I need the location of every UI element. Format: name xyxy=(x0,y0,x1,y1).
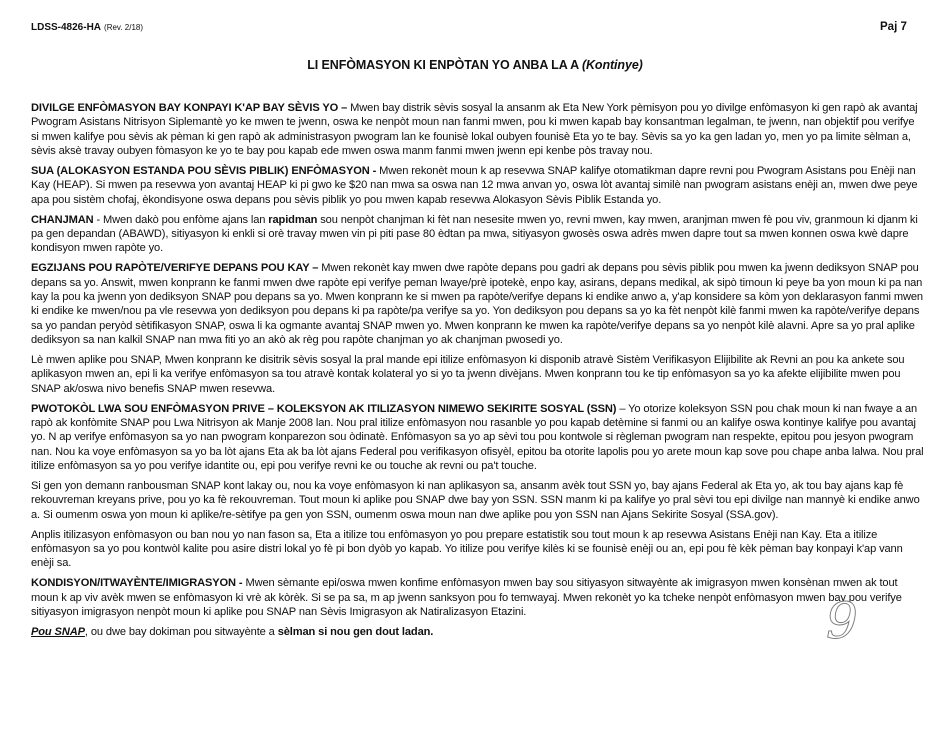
section-statistics xyxy=(31,528,924,571)
section-shelter-expenses xyxy=(31,261,924,347)
closing-lead: Pou SNAP xyxy=(31,625,85,638)
outlined-page-number: 9 xyxy=(826,592,858,650)
closing-bold: sèlman si nou gen dout ladan. xyxy=(277,625,434,638)
section-heading: KONDISYON/ITWAYÈNTE/IMIGRASYON - xyxy=(31,577,243,590)
section-emphasis: rapidman xyxy=(268,213,318,226)
section-income-verification xyxy=(31,353,924,396)
section-text: Lè mwen aplike pou SNAP, Mwen konprann ke disitrik sèvis sosyal la pral mande epi itilize enfòmasyon ki disponib atravè Sistèm Verifikasyon Elijibilite ak Revni an pou ka ankete sou aplikasyon mwen an, epi li ka verifye enfòmasyon sa tou atravè kontak kolateral yo si yo ta jwenn divèjans. Mwen konprann tou ke tip enfòmasyon sa yo ka afekte elijibilite mwen pou SNAP ak/oswa nivo benefis SNAP mwen resevwa. xyxy=(31,353,905,395)
section-text: Si gen yon demann ranbousman SNAP kont lakay ou, nou ka voye enfòmasyon ki nan aplikasyon sa, ansanm avèk tout SSN yo, bay ajans Federal ak Eta yo, ak tou bay ajans kap fè rekouvreman kreyans prive, pou yo ka fè rekouvreman. Tout moun ki aplike pou SNAP dwe bay yon SSN. SSN manm ki pa kalifye yo pral sèvi tou epi divilge nan mannyè ki endike anwo a. Si oumenm oswa yon moun ki aplike/re-sètifye pa gen yon SSN, oumenm oswa moun nan dwe aplike pou yon SSN nan Ajans Sekirite Sosyal (SSA.gov). xyxy=(31,479,920,521)
section-text: Mwen rekonèt moun k ap resevwa SNAP kalifye otomatikman dapre revni pou Pwogram Asistans pou Enèji nan Kay (HEAP). Si mwen pa resevwa yon avantaj HEAP ki pi gwo ke $20 nan mwa sa oswa nan 12 mwa anvan yo, oswa lòt avantaj similè nan pwogram asistans enèji an, mwen dwe peye apa pou sistèm chofaj, èkondisyone oswa depans pou sèvis piblik yo pou mwen kapab resevwa Alokasyon Sèvis Piblik Estanda yo. xyxy=(31,164,918,206)
closing-middle: , ou dwe bay dokiman pou sitwayènte a xyxy=(84,625,278,638)
section-claims xyxy=(31,479,924,522)
section-citizenship xyxy=(31,576,924,619)
section-disclosure xyxy=(31,101,924,158)
page-title xyxy=(0,58,950,72)
section-text: - Mwen dakò pou enfòme ajans lan xyxy=(93,213,269,226)
section-heading: SUA (ALOKASYON ESTANDA POU SÈVIS PIBLIK) ENFÒMASYON - xyxy=(31,164,377,177)
section-text: sou nenpòt chanjman ki fèt nan nesesite mwen yo, revni mwen, kay mwen, aranjman mwen fè pou viv, granmoun ki djanm ki pa gen depandan (ABAWD), sitiyasyon ki enkli si orè travay mwen vin pi piti pase 80 èdtan pa mwa, sitiyasyon gwosès oswa adrès mwen dapre tout sa mwen konnen oswa kwè dapre kondisyon mwen rapòte yo. xyxy=(31,213,918,255)
section-sua xyxy=(31,164,924,207)
closing-note xyxy=(31,625,924,639)
section-text: Mwen bay distrik sèvis sosyal la ansanm ak Eta New York pèmisyon pou yo divilge enfòmasyon ki gen rapò ak avantaj Pwogram Asistans Nitrisyon Siplemantè yo ke mwen te jwenn, oswa ke nenpòt moun nan fanmi mwen, pou ki mwen kapab bay konsantman legalman, te jwenn, nan objektif pou verifye si mwen kalifye pou sèvis ak pèman ki gen rapò ak administrasyon pwogram lan ke founisè lokal oubyen founisè Eta yo te bay. Sèvis sa yo ka gen ladan yo, men yo pa limite sèlman a, sèvis aksè travay oubyen fòmasyon ke yo te bay pou kapab ede mwen oswa manm fanmi mwen jwenn epi kenbe pòs travay nou. xyxy=(31,102,918,157)
section-changes xyxy=(31,213,924,256)
document-body xyxy=(31,101,924,650)
form-number: LDSS-4826-HA xyxy=(31,22,102,33)
title-main: LI ENFÒMASYON KI ENPÒTAN YO ANBA LA A xyxy=(307,58,579,72)
section-text: Anplis itilizasyon enfòmasyon ou ban nou yo nan fason sa, Eta a itilize tou enfòmasyon yo pou prepare estatistik sou tout moun k ap resevwa Asistans Enèji nan Kay. Eta a itilize enfòmasyon sa yo pou kontwòl kalite pou asire distri lokal yo fè pi bon dyòb yo kapab. Yo itilize pou verifye kilès ki se founisè enèji ou an, epi pou fè kèk pèman bay konpayi k'ap vann enèji sa. xyxy=(31,528,903,570)
section-privacy-act xyxy=(31,402,924,473)
section-text: Mwen sèmante epi/oswa mwen konfime enfòmasyon mwen bay sou sitiyasyon sitwayènte ak imigrasyon mwen konsènan mwen ak tout moun k ap viv avèk mwen se enfòmasyon ki vrè ak kòrèk. Si se pa sa, m ap jwenn sanksyon pou fo temwayaj. Mwen rekonèt yo ka tcheke nenpòt enfòmasyon mwen bay pou verifye sitiyasyon imigrasyon nenpòt moun ki aplike pou SNAP nan Sèvis Imigrasyon ak Natiralizasyon Etazini. xyxy=(31,577,902,618)
page-label: Paj 7 xyxy=(880,21,907,33)
form-revision: (Rev. 2/18) xyxy=(104,23,144,32)
section-heading: DIVILGE ENFÒMASYON BAY KONPAYI K'AP BAY SÈVIS YO – xyxy=(31,102,348,114)
title-suffix: (Kontinye) xyxy=(581,58,643,72)
section-heading: CHANJMAN xyxy=(31,213,94,226)
section-text: Mwen rekonèt kay mwen dwe rapòte depans pou gadri ak depans pou sèvis piblik pou mwen ka jwenn dediksyon SNAP pou depans sa yo. Answit, mwen konprann ke fanmi mwen dwe rapòte epi verifye peman lwaye/prè ipotekè, enpo kay, asirans, depans medikal, ak sipò timoun ki peye ba yon moun ki pa nan kay la pou ka jwenn yon dediksyon SNAP pou depans sa yo. Mwen konprann ke si mwen pa rapòte/verifye depans ki endike anwo a, y'ap konsidere sa kòm yon deklarasyon fanmi mwen ki endike ke mwen/nou pa vle resevwa yon dediksyon pou depans ki pa rapòte/pa verifye sa yo. Yon dediksyon pou depans sa yo ka fèt nenpòt kilè fanmi mwen ka rapòte/verifye depans sa yo pandan peryòd sètifikasyon SNAP, oswa li ka ogmante avantaj SNAP mwen yo. Mwen konprann ke mwen ka rapòte/verifye depans sa yo nenpòt kilè alavni. Apre sa yo pral aplike dediksyon sa nan kalkil SNAP nan mwa fiti yo an akò ak règ pou rapòte chanjman yo ak chanjman pwosedi yo. xyxy=(31,262,923,346)
section-text: – Yo otorize koleksyon SSN pou chak moun ki nan fwaye a an rapò ak konfòmite SNAP pou Lwa Nitrisyon ak Manje 2008 lan. Nou pral itilize enfòmasyon nou rasanble yo pou kapab detèmine si fanmi ou an kalifye oswa kontinye kalifye pou avantaj yo. N ap verifye enfòmasyon sa yo nan pwogram konparezon sou òdinatè. Enfòmasyon sa yo ap sèvi tou pou kontwole si règleman pwogram nan respekte, epitou pou jesyon pwogram nan. Nou ka voye enfòmasyon sa yo ba lòt ajans Eta ak ba lòt ajans Federal pou verifikasyon ofisyèl, epitou ba otorite lapolis pou yo arete moun kap sove pou chape anba lalwa. Nou pral itilize enfòmasyon sa yo pou verifye idantite ou, epi pou verifye revni ke ou touche ak revni ou pa't touche. xyxy=(31,402,924,472)
section-heading: EGZIJANS POU RAPÒTE/VERIFYE DEPANS POU KAY – xyxy=(31,262,319,275)
form-id xyxy=(31,22,143,33)
section-heading: PWOTOKÒL LWA SOU ENFÒMASYON PRIVE – KOLEKSYON AK ITILIZASYON NIMEWO SEKIRITE SOSYAL (SSN) xyxy=(31,402,617,415)
